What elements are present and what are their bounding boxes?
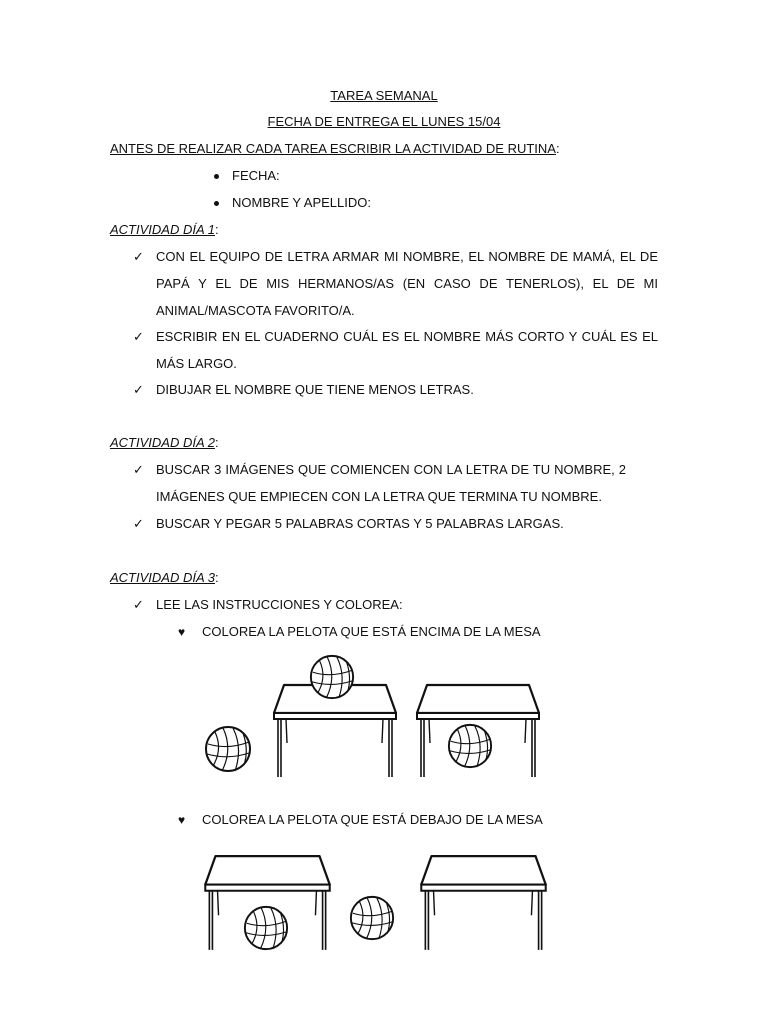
due-date: FECHA DE ENTREGA EL LUNES 15/04 — [267, 114, 501, 129]
tables-balls-illustration-2 — [200, 850, 560, 960]
ball-under-table — [245, 907, 287, 949]
ball-on-floor — [206, 727, 250, 771]
check-icon: ✓ — [133, 329, 144, 344]
tables-balls-illustration-1 — [200, 650, 560, 785]
table — [421, 856, 545, 950]
day1-heading: ACTIVIDAD DÍA 1: — [110, 222, 219, 237]
intro-text: ANTES DE REALIZAR CADA TAREA ESCRIBIR LA ACTIVIDAD DE RUTINA: — [110, 141, 560, 156]
heart-icon: ♥ — [178, 813, 186, 827]
routine-item-name: NOMBRE Y APELLIDO: — [232, 195, 371, 210]
ball-on-floor — [351, 897, 393, 939]
day3-task-2: COLOREA LA PELOTA QUE ESTÁ DEBAJO DE LA MESA — [202, 812, 543, 827]
day2-item-1: BUSCAR 3 IMÁGENES QUE COMIENCEN CON LA LETRA DE TU NOMBRE, 2 IMÁGENES QUE EMPIECEN CON LA LETRA QUE TERMINA TU NOMBRE. — [156, 462, 626, 504]
day1-item-1: CON EL EQUIPO DE LETRA ARMAR MI NOMBRE, EL NOMBRE DE MAMÁ, EL DE PAPÁ Y EL DE MIS HERMANOS/AS (EN CASO DE TENERLOS), EL DE MI ANIMAL/MASCOTA FAVORITO/A. — [156, 249, 658, 318]
bullet-icon — [214, 201, 219, 206]
routine-item-date: FECHA: — [232, 168, 280, 183]
ball-on-table — [311, 656, 353, 698]
ball-under-table — [449, 725, 491, 767]
day3-heading: ACTIVIDAD DÍA 3: — [110, 570, 219, 585]
bullet-icon — [214, 174, 219, 179]
check-icon: ✓ — [133, 516, 144, 531]
check-icon: ✓ — [133, 382, 144, 397]
day2-item-2: BUSCAR Y PEGAR 5 PALABRAS CORTAS Y 5 PALABRAS LARGAS. — [156, 516, 564, 531]
check-icon: ✓ — [133, 597, 144, 612]
day3-task-1: COLOREA LA PELOTA QUE ESTÁ ENCIMA DE LA MESA — [202, 624, 541, 639]
day1-item-3: DIBUJAR EL NOMBRE QUE TIENE MENOS LETRAS. — [156, 382, 474, 397]
check-icon: ✓ — [133, 249, 144, 264]
day2-heading: ACTIVIDAD DÍA 2: — [110, 435, 219, 450]
day3-instruction: LEE LAS INSTRUCCIONES Y COLOREA: — [156, 597, 403, 612]
page-title: TAREA SEMANAL — [330, 88, 438, 103]
check-icon: ✓ — [133, 462, 144, 477]
heart-icon: ♥ — [178, 625, 186, 639]
day1-item-2: ESCRIBIR EN EL CUADERNO CUÁL ES EL NOMBRE MÁS CORTO Y CUÁL ES EL MÁS LARGO. — [156, 329, 658, 371]
